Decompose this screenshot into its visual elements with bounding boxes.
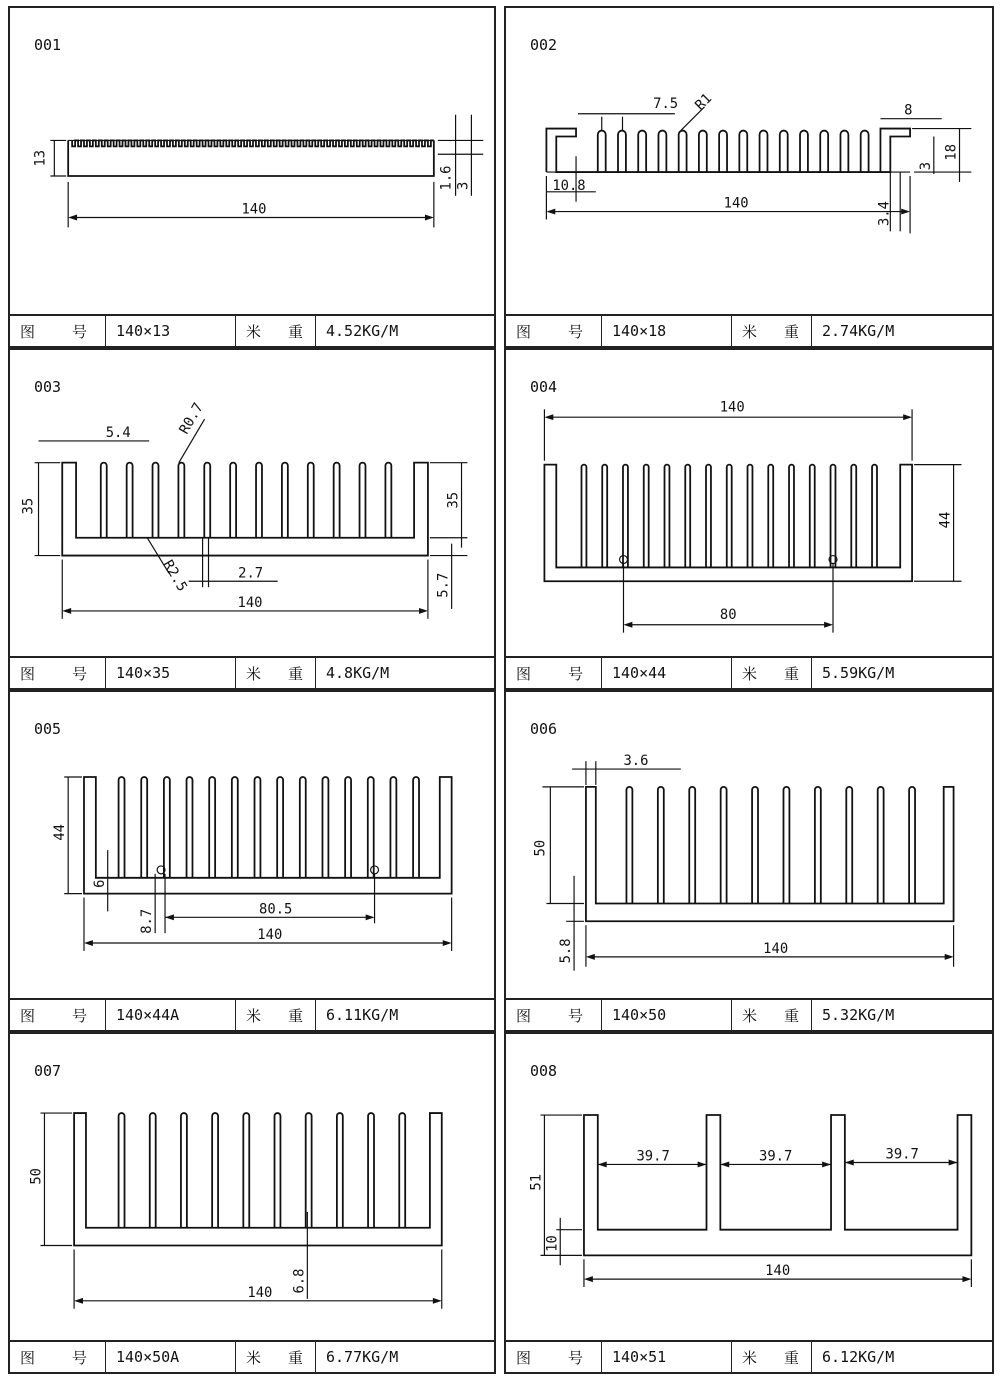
dim-002-d4: 3.4 xyxy=(876,201,893,227)
panel-005-size: 140×44A xyxy=(106,1000,236,1030)
profile-002-fin xyxy=(719,131,727,173)
profile-006-fin xyxy=(815,787,821,904)
profile-001-serration xyxy=(72,140,434,146)
weight-label: 米 重 xyxy=(236,316,316,346)
panel-003-number: 003 xyxy=(34,378,62,396)
dim-003-height-left: 35 xyxy=(20,497,37,515)
dim-003-width: 140 xyxy=(237,594,263,611)
profile-002-fin xyxy=(699,131,707,173)
profile-006-fin xyxy=(752,787,758,904)
profile-003-fin xyxy=(282,463,288,538)
profile-007-fin xyxy=(150,1113,156,1228)
profile-004-fin xyxy=(748,465,753,568)
panel-007-title-block xyxy=(10,1340,494,1372)
dim-007-width: 140 xyxy=(247,1284,273,1301)
profile-005-fin xyxy=(390,777,396,878)
profile-003-fin xyxy=(230,463,236,538)
panel-008-title-block xyxy=(506,1340,992,1372)
dim-008-span-1: 39.7 xyxy=(636,1148,670,1165)
profile-007-fin xyxy=(275,1113,281,1228)
profile-004-fin xyxy=(727,465,732,568)
dim-006-edge: 3.6 xyxy=(623,753,649,770)
profile-004-fin xyxy=(706,465,711,568)
panel-002-weight: 2.74KG/M xyxy=(822,322,895,340)
profile-007-fin xyxy=(337,1113,343,1228)
profile-006-fin xyxy=(846,787,852,904)
profile-003-fin xyxy=(308,463,314,538)
profile-007-fin xyxy=(368,1113,374,1228)
profile-006-fin xyxy=(783,787,789,904)
panel-001 xyxy=(8,6,496,348)
profile-004-fin xyxy=(789,465,794,568)
panel-001-number: 001 xyxy=(34,36,62,54)
profile-002-fin xyxy=(739,131,747,173)
profile-004-fin xyxy=(581,465,586,568)
dim-006-base: 5.8 xyxy=(558,938,575,964)
profile-005-fin xyxy=(232,777,238,878)
profile-006-fin xyxy=(909,787,915,904)
profile-005-fin xyxy=(164,777,170,878)
profile-007-fin xyxy=(306,1113,312,1228)
profile-002-fin xyxy=(780,131,788,173)
profile-002-fin xyxy=(618,131,626,173)
profile-004-fin xyxy=(768,465,773,568)
panel-004-weight: 5.59KG/M xyxy=(822,664,895,682)
panel-006-size: 140×50 xyxy=(602,1000,732,1030)
weight-label: 米 重 xyxy=(236,1000,316,1030)
panel-008-size: 140×51 xyxy=(602,1342,732,1372)
dim-007-height: 50 xyxy=(28,1167,45,1185)
dim-008-width: 140 xyxy=(765,1263,791,1280)
panel-001-size: 140×13 xyxy=(106,316,236,346)
dim-002-radius: R1 xyxy=(692,90,716,114)
weight-label: 米 重 xyxy=(732,658,812,688)
profile-003-fin xyxy=(360,463,366,538)
profile-006-drawing xyxy=(506,692,992,1030)
dim-001-height: 13 xyxy=(32,149,49,167)
dim-003-root-radius: R2.5 xyxy=(159,557,191,595)
profile-003-fin xyxy=(153,463,159,538)
profile-002-fin xyxy=(638,131,646,173)
profile-007-drawing xyxy=(10,1034,494,1372)
profile-002-fin xyxy=(760,131,768,173)
dim-003-edge: 5.4 xyxy=(105,424,131,441)
profile-003-fin xyxy=(178,463,184,538)
panel-003-title-block xyxy=(10,656,494,688)
dim-003-height-right: 35 xyxy=(445,491,462,509)
profile-005-fin xyxy=(413,777,419,878)
dim-008-span-3: 39.7 xyxy=(885,1146,919,1163)
dim-005-base: 6 xyxy=(91,879,108,888)
profile-002-drawing xyxy=(506,8,992,346)
profile-001-drawing xyxy=(10,8,494,346)
profile-004-fin xyxy=(602,465,607,568)
dim-003-fin: 2.7 xyxy=(238,565,264,582)
dim-007-base: 6.8 xyxy=(291,1268,308,1294)
profile-005-drawing xyxy=(10,692,494,1030)
dim-002-width: 140 xyxy=(723,195,749,212)
dim-006-height: 50 xyxy=(532,839,549,857)
profile-007-fin xyxy=(181,1113,187,1228)
weight-label: 米 重 xyxy=(236,658,316,688)
profile-004-fin xyxy=(623,465,628,568)
profile-002-fin xyxy=(820,131,828,173)
profile-003-fin xyxy=(256,463,262,538)
profile-003-fin xyxy=(101,463,107,538)
dim-002-tab: 8 xyxy=(904,102,913,119)
panel-005-weight: 6.11KG/M xyxy=(326,1006,399,1024)
dim-002-d3: 3 xyxy=(917,161,934,171)
dim-005-height: 44 xyxy=(52,824,69,841)
profile-007-fin xyxy=(119,1113,125,1228)
dim-008-base: 10 xyxy=(544,1235,561,1252)
panel-007-number: 007 xyxy=(34,1062,62,1080)
drawing-number-label: 图 号 xyxy=(506,316,602,346)
dim-005-width: 140 xyxy=(257,927,283,944)
drawing-number-label: 图 号 xyxy=(10,1342,106,1372)
profile-005-fin xyxy=(322,777,328,878)
profile-004-fin xyxy=(831,465,836,568)
panel-005-number: 005 xyxy=(34,720,62,738)
profile-004-drawing xyxy=(506,350,992,688)
panel-002 xyxy=(504,6,994,348)
panel-008 xyxy=(504,1032,994,1374)
profile-006-fin xyxy=(721,787,727,904)
panel-007-weight: 6.77KG/M xyxy=(326,1348,399,1366)
panel-006 xyxy=(504,690,994,1032)
panel-006-number: 006 xyxy=(530,720,558,738)
profile-005-fin xyxy=(368,777,374,878)
panel-001-title-block xyxy=(10,314,494,346)
weight-label: 米 重 xyxy=(732,316,812,346)
panel-002-number: 002 xyxy=(530,36,558,54)
profile-003-fin xyxy=(334,463,340,538)
dim-004-width: 140 xyxy=(719,399,745,416)
profile-005-fin xyxy=(119,777,125,878)
dim-001-width: 140 xyxy=(241,201,267,218)
dim-001-d2: 3 xyxy=(455,181,472,191)
profile-003-fin xyxy=(127,463,133,538)
profile-004-fin xyxy=(644,465,649,568)
panel-004-size: 140×44 xyxy=(602,658,732,688)
profile-005-fin xyxy=(209,777,215,878)
panel-002-title-block xyxy=(506,314,992,346)
profile-005-fin xyxy=(141,777,147,878)
panel-006-weight: 5.32KG/M xyxy=(822,1006,895,1024)
profile-003-drawing xyxy=(10,350,494,688)
profile-007-fin xyxy=(212,1113,218,1228)
profile-004-fin xyxy=(810,465,815,568)
panel-001-weight: 4.52KG/M xyxy=(326,322,399,340)
drawing-number-label: 图 号 xyxy=(10,1000,106,1030)
profile-002-fin xyxy=(800,131,808,173)
panel-004-number: 004 xyxy=(530,378,558,396)
drawing-number-label: 图 号 xyxy=(10,658,106,688)
profile-006-fin xyxy=(658,787,664,904)
profile-002-fin xyxy=(679,131,687,173)
profile-005-fin xyxy=(187,777,193,878)
profile-003-fin xyxy=(385,463,391,538)
profile-005-fin xyxy=(345,777,351,878)
profile-004-fin xyxy=(872,465,877,568)
panel-005-title-block xyxy=(10,998,494,1030)
profile-002-fin xyxy=(861,131,869,173)
panel-007 xyxy=(8,1032,496,1374)
dim-008-span-2: 39.7 xyxy=(759,1148,793,1165)
dim-003-base: 5.7 xyxy=(435,572,452,598)
dim-002-pitch: 7.5 xyxy=(653,95,679,112)
profile-004-fin xyxy=(685,465,690,568)
profile-006-fin xyxy=(689,787,695,904)
drawing-number-label: 图 号 xyxy=(506,1342,602,1372)
panel-006-title-block xyxy=(506,998,992,1030)
profile-006-fin xyxy=(878,787,884,904)
profile-004-fin xyxy=(851,465,856,568)
dim-002-height: 18 xyxy=(943,143,960,161)
dim-008-height: 51 xyxy=(528,1173,545,1191)
drawing-number-label: 图 号 xyxy=(10,316,106,346)
profile-006-fin xyxy=(626,787,632,904)
panel-005 xyxy=(8,690,496,1032)
dim-005-groove: 8.7 xyxy=(139,908,156,934)
panel-007-size: 140×50A xyxy=(106,1342,236,1372)
panel-004 xyxy=(504,348,994,690)
dim-004-height: 44 xyxy=(937,511,954,529)
panel-008-weight: 6.12KG/M xyxy=(822,1348,895,1366)
profile-004-fin xyxy=(665,465,670,568)
profile-007-fin xyxy=(243,1113,249,1228)
dim-004-center: 80 xyxy=(719,606,737,623)
dim-005-center: 80.5 xyxy=(259,901,293,918)
panel-002-size: 140×18 xyxy=(602,316,732,346)
drawing-number-label: 图 号 xyxy=(506,1000,602,1030)
profile-002-fin xyxy=(598,131,606,173)
profile-005-fin xyxy=(255,777,261,878)
panel-008-number: 008 xyxy=(530,1062,558,1080)
panel-003 xyxy=(8,348,496,690)
weight-label: 米 重 xyxy=(732,1342,812,1372)
profile-002-fin xyxy=(840,131,848,173)
profile-007-fin xyxy=(399,1113,405,1228)
profile-008-drawing xyxy=(506,1034,992,1372)
dim-003-tip-radius: R0.7 xyxy=(176,400,207,437)
dim-006-width: 140 xyxy=(763,940,789,957)
weight-label: 米 重 xyxy=(236,1342,316,1372)
panel-003-size: 140×35 xyxy=(106,658,236,688)
profile-002-fin xyxy=(658,131,666,173)
panel-003-weight: 4.8KG/M xyxy=(326,664,390,682)
profile-003-fin xyxy=(204,463,210,538)
profile-005-fin xyxy=(300,777,306,878)
dim-002-edge: 10.8 xyxy=(552,177,586,194)
panel-004-title-block xyxy=(506,656,992,688)
profile-005-fin xyxy=(277,777,283,878)
weight-label: 米 重 xyxy=(732,1000,812,1030)
dim-001-d1: 1.6 xyxy=(438,165,455,191)
drawing-number-label: 图 号 xyxy=(506,658,602,688)
